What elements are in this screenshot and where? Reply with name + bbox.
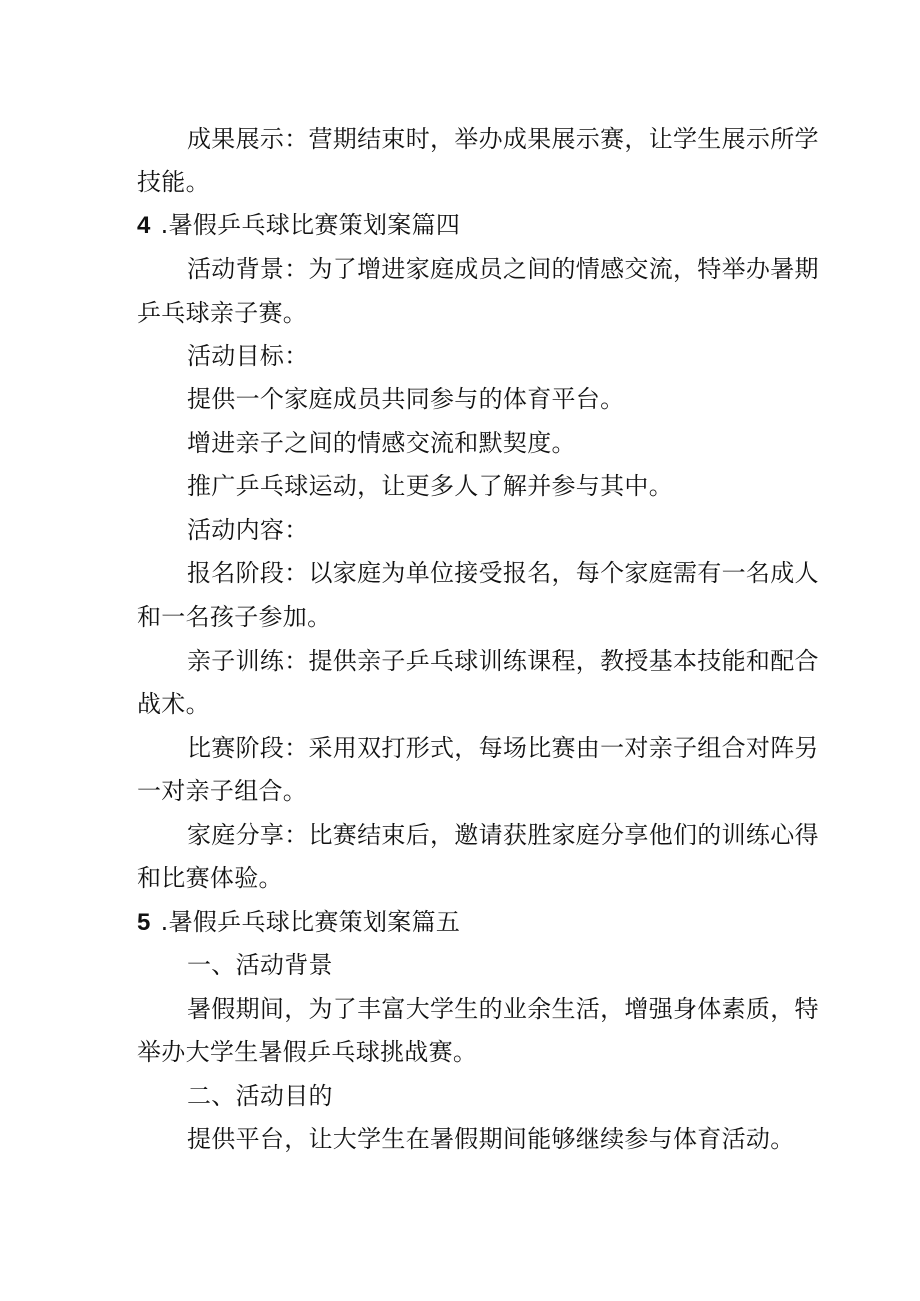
heading-number: 4 [137, 212, 151, 239]
paragraph-line: 和一名孩子参加。 [137, 603, 332, 631]
paragraph-line: 提供平台，让大学生在暑假期间能够继续参与体育活动。 [187, 1125, 795, 1153]
subheading: 二、活动目的 [187, 1082, 333, 1110]
paragraph-line: 举办大学生暑假乒乓球挑战赛。 [137, 1038, 478, 1066]
paragraph-line: 活动内容： [187, 516, 309, 544]
paragraph-line: 家庭分享：比赛结束后，邀请获胜家庭分享他们的训练心得 [187, 821, 819, 849]
paragraph-line: 比赛阶段：采用双打形式，每场比赛由一对亲子组合对阵另 [187, 734, 819, 762]
paragraph-line: 亲子训练：提供亲子乒乓球训练课程，教授基本技能和配合 [187, 647, 819, 675]
list-item: 推广乒乓球运动，让更多人了解并参与其中。 [187, 472, 673, 500]
paragraph-line: 乒乓球亲子赛。 [137, 299, 308, 327]
paragraph-line: 暑假期间，为了丰富大学生的业余生活，增强身体素质，特 [187, 995, 819, 1023]
list-item: 增进亲子之间的情感交流和默契度。 [187, 429, 576, 457]
paragraph-line: 和比赛体验。 [137, 864, 283, 892]
list-item: 提供一个家庭成员共同参与的体育平台。 [187, 385, 625, 413]
heading-title: .暑假乒乓球比赛策划案篇四 [160, 211, 461, 239]
paragraph-line: 技能。 [137, 168, 210, 196]
section-heading-5 [137, 906, 920, 938]
subheading: 一、活动背景 [187, 951, 333, 979]
paragraph-line: 报名阶段：以家庭为单位接受报名，每个家庭需有一名成人 [187, 559, 819, 587]
paragraph-line: 活动背景：为了增进家庭成员之间的情感交流，特举办暑期 [187, 255, 819, 283]
heading-title: .暑假乒乓球比赛策划案篇五 [160, 908, 461, 936]
heading-number: 5 [137, 909, 151, 936]
paragraph-line: 战术。 [137, 690, 210, 718]
section-heading-4 [137, 209, 920, 241]
paragraph-line: 成果展示：营期结束时，举办成果展示赛，让学生展示所学 [187, 125, 819, 153]
paragraph-line: 一对亲子组合。 [137, 777, 308, 805]
paragraph-line: 活动目标： [187, 342, 309, 370]
